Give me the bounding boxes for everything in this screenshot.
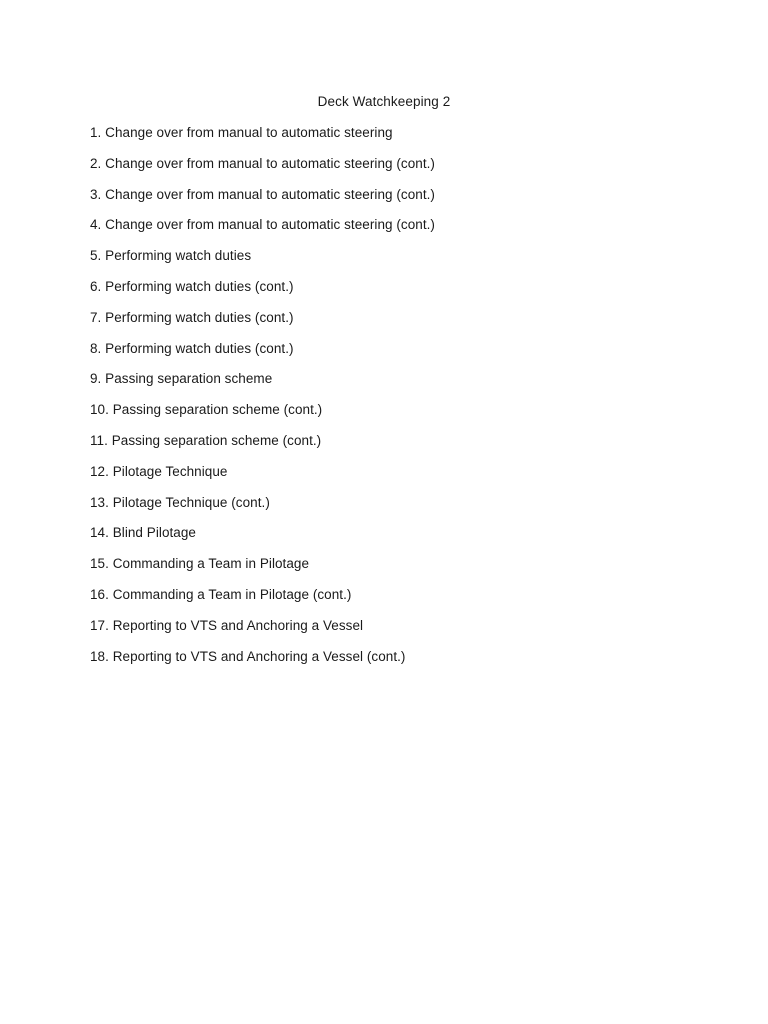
list-item: 8. Performing watch duties (cont.) [90,340,294,356]
list-item: 14. Blind Pilotage [90,525,196,541]
list-item: 12. Pilotage Technique [90,463,228,479]
list-item: 16. Commanding a Team in Pilotage (cont.) [90,586,352,602]
list-item: 1. Change over from manual to automatic steering [90,125,393,140]
list-item: 6. Performing watch duties (cont.) [90,278,294,294]
list-item: 10. Passing separation scheme (cont.) [90,402,323,418]
list-item: 15. Commanding a Team in Pilotage [90,556,310,572]
list-item: 3. Change over from manual to automatic steering (cont.) [90,186,435,202]
list-item: 2. Change over from manual to automatic steering (cont.) [90,155,435,171]
list-item: 4. Change over from manual to automatic steering (cont.) [90,217,435,233]
list-item: 13. Pilotage Technique (cont.) [90,494,270,510]
document-title: Deck Watchkeeping 2 [317,94,451,109]
contents-list [90,124,435,678]
list-item: 7. Performing watch duties (cont.) [90,309,294,325]
list-item: 11. Passing separation scheme (cont.) [90,432,322,448]
list-item: 17. Reporting to VTS and Anchoring a Vessel [90,617,364,633]
list-item: 5. Performing watch duties [90,248,252,264]
list-item: 18. Reporting to VTS and Anchoring a Vessel (cont.) [90,648,406,664]
list-item: 9. Passing separation scheme [90,371,273,387]
